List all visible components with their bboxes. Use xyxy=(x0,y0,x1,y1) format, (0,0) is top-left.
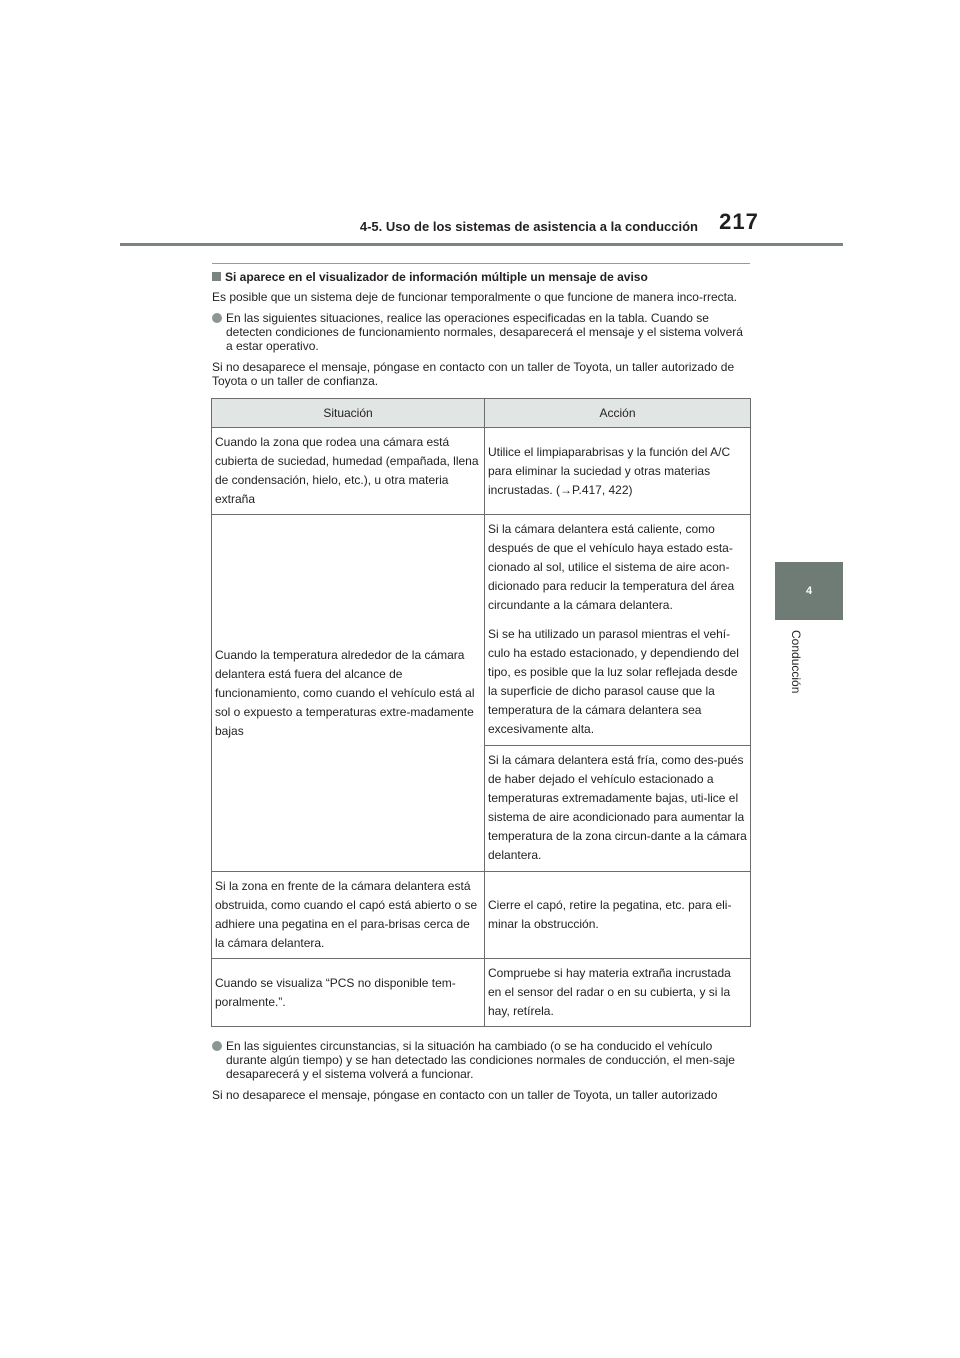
table-row xyxy=(212,959,751,1027)
situation-cell: Cuando la temperatura alrededor de la cámara delantera está fuera del alcance de funcionamiento, como cuando el vehículo está al sol o expuesto a temperaturas extre-madamente bajas xyxy=(212,515,485,872)
situation-cell: Si la zona en frente de la cámara delantera está obstruida, como cuando el capó está abierto o se adhiere una pegatina en el para-brisas cerca de la cámara delantera. xyxy=(212,872,485,959)
page-number: 217 xyxy=(719,209,759,234)
chapter-tab-label: Conducción xyxy=(789,630,803,694)
intro-paragraph: Es posible que un sistema deje de funcionar temporalmente o que funcione de manera inco-rrecta. xyxy=(212,290,737,304)
action-cell xyxy=(485,515,751,872)
table-row xyxy=(212,872,751,959)
situation-cell: Cuando se visualiza “PCS no disponible tem-poralmente.”. xyxy=(212,959,485,1027)
table-header-row xyxy=(212,399,751,428)
bullet-text: En las siguientes circunstancias, si la situación ha cambiado (o se ha conducido el vehículo durante algún tiempo) y se han detectado las condiciones normales de conducción, el men-saje desaparecerá y el sistema volverá a funcionar. xyxy=(226,1039,735,1081)
bullet-item xyxy=(212,311,750,353)
chapter-section-title: 4-5. Uso de los sistemas de asistencia a la conducción xyxy=(359,219,698,234)
table-header-action: Acción xyxy=(485,399,751,428)
action-cell: Cierre el capó, retire la pegatina, etc. para eli-minar la obstrucción. xyxy=(485,872,751,959)
section-heading xyxy=(212,270,750,284)
circle-bullet-icon xyxy=(212,1041,222,1051)
situation-cell: Cuando la zona que rodea una cámara está cubierta de suciedad, humedad (empañada, llena de condensación, hielo, etc.), u otra materia extraña xyxy=(212,428,485,515)
action-cell: Utilice el limpiaparabrisas y la función del A/C para eliminar la suciedad y otras materias incrustadas. (→P.417, 422) xyxy=(485,428,751,515)
circle-bullet-icon xyxy=(212,313,222,323)
section-top-rule xyxy=(212,263,750,264)
action-cell: Compruebe si hay materia extraña incrustada en el sensor del radar o en su cubierta, y si la hay, retírela. xyxy=(485,959,751,1027)
header-divider xyxy=(120,243,843,246)
action-text-hot-2: Si se ha utilizado un parasol mientras el vehí-culo ha estado estacionado, y dependiendo del tipo, es posible que la luz solar reflejada desde la superficie de dicho parasol cause que la temperatura de la cámara delantera sea excesivamente alta. xyxy=(488,627,739,736)
chapter-tab: 4 xyxy=(775,562,843,620)
table-row xyxy=(212,515,751,872)
table-header-situation: Situación xyxy=(212,399,485,428)
table-row xyxy=(212,428,751,515)
section-heading-text: Si aparece en el visualizador de información múltiple un mensaje de aviso xyxy=(225,270,648,284)
action-text-cold: Si la cámara delantera está fría, como des-pués de haber dejado el vehículo estacionado a temperaturas extremadamente bajas, uti-lice el sistema de aire acondicionado para aumentar la temperatura de la zona circun-dante a la cámara delantera. xyxy=(488,753,747,862)
bullet-text: En las siguientes situaciones, realice las operaciones especificadas en la tabla. Cuando se detecten condiciones de funcionamiento normales, desaparecerá el mensaje y el sistema volverá a estar operativo. xyxy=(226,311,743,353)
contact-paragraph: Si no desaparece el mensaje, póngase en contacto con un taller de Toyota, un taller autorizado de Toyota o un taller de confianza. xyxy=(212,360,735,388)
action-text-hot-1: Si la cámara delantera está caliente, como después de que el vehículo haya estado esta-cionado al sol, utilice el sistema de aire acon-dicionado para reducir la temperatura del área circundante a la cámara delantera. xyxy=(488,522,735,612)
square-bullet-icon xyxy=(212,272,221,281)
page-content xyxy=(212,263,750,1109)
bullet-item xyxy=(212,1039,750,1081)
contact-paragraph: Si no desaparece el mensaje, póngase en contacto con un taller de Toyota, un taller autorizado xyxy=(212,1088,718,1102)
warning-table xyxy=(211,398,751,1027)
